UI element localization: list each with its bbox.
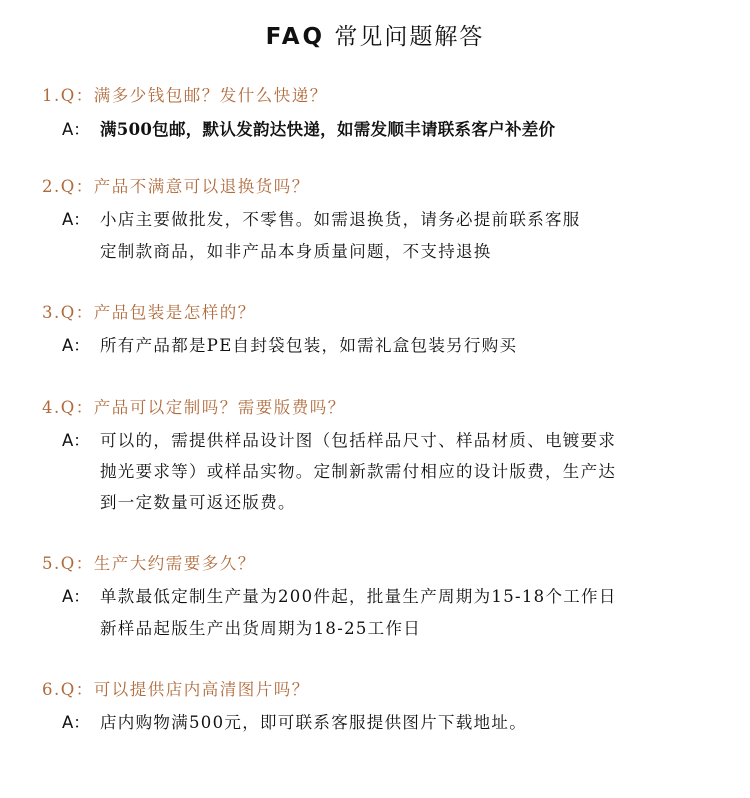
faq-question-5 [42, 554, 256, 574]
question-text: 生产大约需要多久？ [93, 554, 256, 573]
answer-prefix: A： [62, 587, 90, 606]
question-text: 产品不满意可以退换货吗？ [93, 177, 310, 196]
faq-number: 5. [42, 554, 61, 573]
faq-question-3 [42, 303, 256, 323]
question-text: 产品可以定制吗？需要版费吗？ [93, 398, 346, 417]
question-prefix: Q： [60, 554, 94, 573]
answer-line: 所有产品都是PE自封袋包装，如需礼盒包装另行购买 [100, 336, 518, 355]
faq-number: 1. [42, 86, 61, 105]
question-prefix: Q： [60, 86, 94, 105]
faq-number: 2. [42, 177, 61, 196]
answer-line: 单款最低定制生产量为200件起，批量生产周期为15-18个工作日 [100, 587, 617, 606]
faq-number: 4. [42, 398, 61, 417]
answer-line: 到一定数量可返还版费。 [100, 493, 296, 512]
answer-line: 抛光要求等）或样品实物。定制新款需付相应的设计版费，生产达 [100, 462, 617, 481]
answer-line: 定制款商品，如非产品本身质量问题，不支持退换 [100, 242, 492, 261]
answer-prefix: A： [62, 713, 90, 732]
answer-prefix: A： [62, 431, 90, 450]
answer-prefix: A： [62, 120, 90, 139]
question-prefix: Q： [60, 303, 94, 322]
faq-number: 6. [42, 680, 61, 699]
faq-question-1 [42, 86, 328, 106]
answer-line: 小店主要做批发，不零售。如需退换货，请务必提前联系客服 [100, 210, 581, 229]
page-title-latin: FAQ [265, 24, 326, 50]
question-prefix: Q： [60, 177, 94, 196]
answer-line: 满500包邮，默认发韵达快递，如需发顺丰请联系客户补差价 [100, 120, 556, 139]
page-title-cjk: 常见问题解答 [334, 24, 485, 50]
question-prefix: Q： [60, 398, 94, 417]
faq-number: 3. [42, 303, 61, 322]
answer-line: 店内购物满500元，即可联系客服提供图片下载地址。 [100, 713, 527, 732]
answer-line: 可以的，需提供样品设计图（包括样品尺寸、样品材质、电镀要求 [100, 431, 617, 450]
answer-line: 新样品起版生产出货周期为18-25工作日 [100, 619, 422, 638]
faq-question-4 [42, 398, 346, 418]
answer-prefix: A： [62, 336, 90, 355]
question-text: 满多少钱包邮？发什么快递？ [93, 86, 328, 105]
faq-question-6 [42, 680, 310, 700]
faq-question-2 [42, 177, 310, 197]
answer-prefix: A： [62, 210, 90, 229]
question-text: 产品包装是怎样的？ [93, 303, 256, 322]
question-text: 可以提供店内高清图片吗？ [93, 680, 310, 699]
question-prefix: Q： [60, 680, 94, 699]
